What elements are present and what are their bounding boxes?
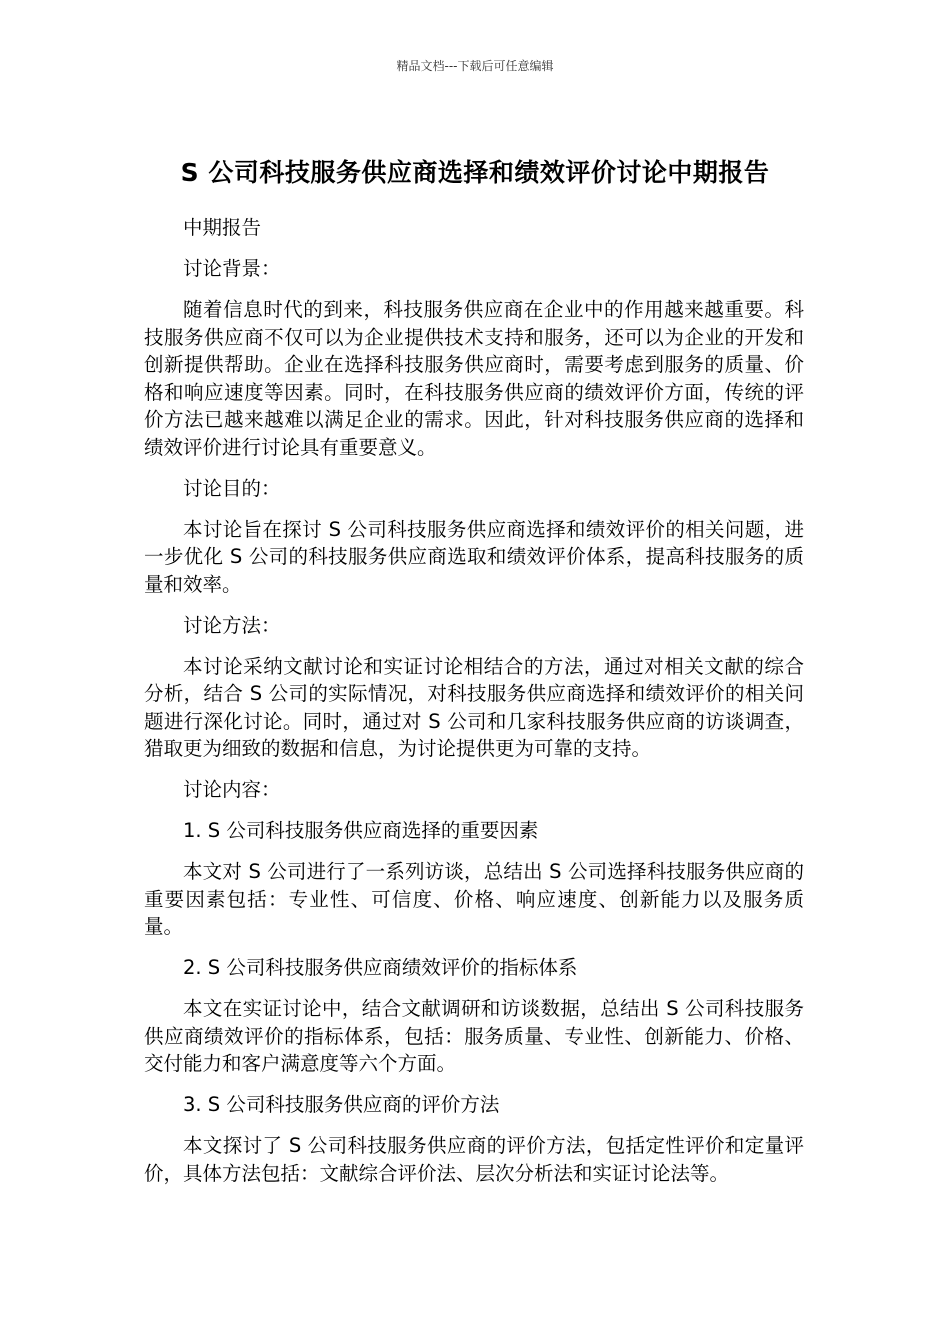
paragraph-3: 本文探讨了 S 公司科技服务供应商的评价方法，包括定性评价和定量评价，具体方法包括：文献综合评价法、层次分析法和实证讨论法等。 — [144, 1134, 804, 1185]
document-title: S 公司科技服务供应商选择和绩效评价讨论中期报告 — [180, 157, 770, 187]
section-heading-purpose: 讨论目的： — [183, 476, 281, 500]
document-body — [144, 214, 804, 1201]
subheading-2: 2. S 公司科技服务供应商绩效评价的指标体系 — [183, 956, 578, 979]
section-heading-method: 讨论方法： — [183, 613, 281, 637]
section-heading-content: 讨论内容： — [183, 778, 281, 801]
header-note: 精品文档---下载后可任意编辑 — [396, 59, 554, 73]
subheading-3: 3. S 公司科技服务供应商的评价方法 — [183, 1093, 500, 1116]
section-heading-report: 中期报告 — [183, 216, 262, 239]
paragraph-background: 随着信息时代的到来，科技服务供应商在企业中的作用越来越重要。科技服务供应商不仅可以为企业提供技术支持和服务，还可以为企业的开发和创新提供帮助。企业在选择科技服务供应商时，需要考虑到服务的质量、价格和响应速度等因素。同时，在科技服务供应商的绩效评价方面，传统的评价方法已越来越难以满足企业的需求。因此，针对科技服务供应商的选择和绩效评价进行讨论具有重要意义。 — [144, 298, 804, 459]
subheading-1: 1. S 公司科技服务供应商选择的重要因素 — [183, 819, 539, 842]
paragraph-purpose: 本讨论旨在探讨 S 公司科技服务供应商选择和绩效评价的相关问题，进一步优化 S 公司的科技服务供应商选取和绩效评价体系，提高科技服务的质量和效率。 — [144, 517, 804, 596]
paragraph-method: 本讨论采纳文献讨论和实证讨论相结合的方法，通过对相关文献的综合分析，结合 S 公司的实际情况，对科技服务供应商选择和绩效评价的相关问题进行深化讨论。同时，通过对 S 公司和几家科技服务供应商的访谈调查，猎取更为细致的数据和信息，为讨论提供更为可靠的支持。 — [144, 654, 804, 760]
section-heading-background: 讨论背景： — [183, 257, 281, 280]
paragraph-2: 本文在实证讨论中，结合文献调研和访谈数据，总结出 S 公司科技服务供应商绩效评价的指标体系，包括：服务质量、专业性、创新能力、价格、交付能力和客户满意度等六个方面。 — [144, 997, 804, 1075]
paragraph-1: 本文对 S 公司进行了一系列访谈，总结出 S 公司选择科技服务供应商的重要因素包括：专业性、可信度、价格、响应速度、创新能力以及服务质量。 — [144, 860, 804, 938]
